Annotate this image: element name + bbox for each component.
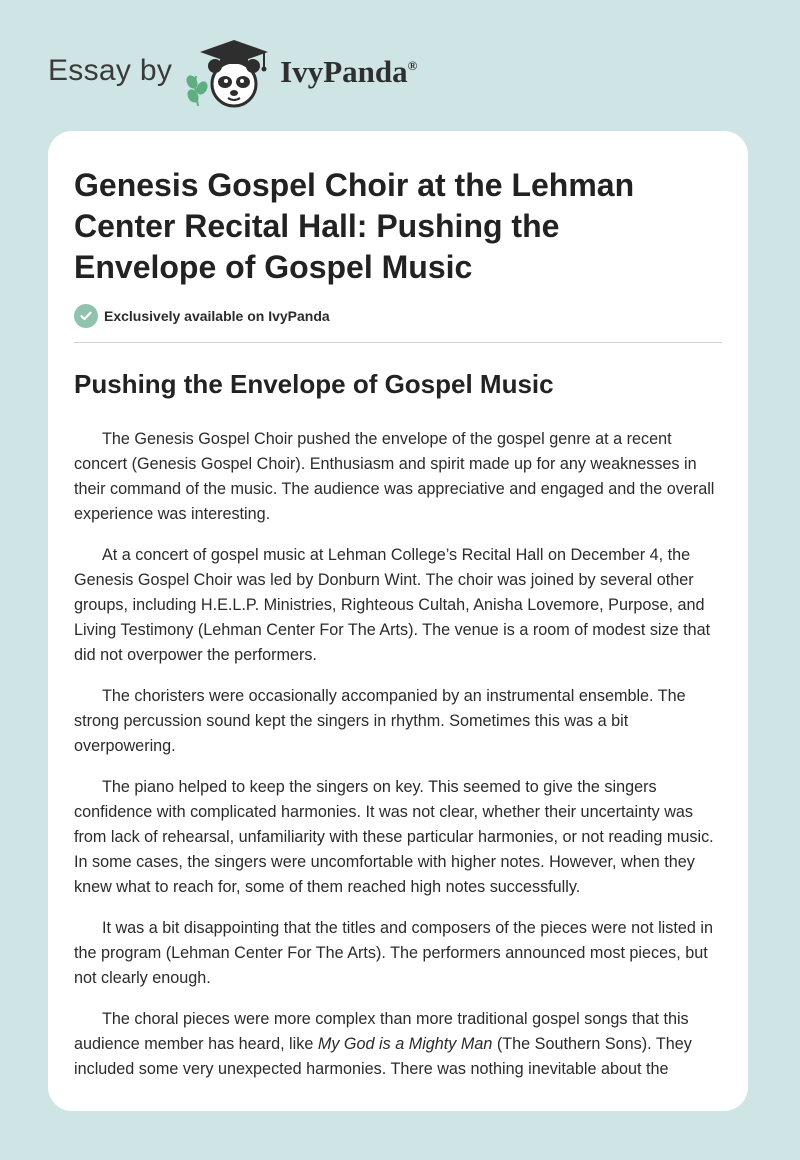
article-body [74, 427, 722, 1082]
paragraph: At a concert of gospel music at Lehman College’s Recital Hall on December 4, the Genesis Gospel Choir was led by Donburn Wint. The choir was joined by several other groups, including H.E.L.P. Ministries, Righteous Cultah, Anisha Lovemore, Purpose, and Living Testimony (Lehman Center For The Arts). The venue is a room of modest size that did not overpower the performers. [74, 546, 711, 664]
registered-mark: ® [407, 58, 418, 73]
divider [74, 342, 722, 343]
paragraph: The Genesis Gospel Choir pushed the envelope of the gospel genre at a recent concert (Genesis Gospel Choir). Enthusiasm and spirit made up for any weaknesses in their command of the music. The audience was appreciative and engaged and the overall experience was interesting. [74, 430, 715, 523]
brand-name: IvyPanda® [280, 54, 418, 89]
section-heading: Pushing the Envelope of Gospel Music [74, 369, 554, 399]
site-header[interactable] [48, 34, 417, 114]
paragraph: The choristers were occasionally accompanied by an instrumental ensemble. The strong percussion sound kept the singers in rhythm. Sometimes this was a bit overpowering. [74, 687, 686, 755]
song-title: My God is a Mighty Man [317, 1035, 493, 1053]
exclusive-badge-text: Exclusively available on IvyPanda [104, 308, 330, 324]
paragraph-text-end: (The Southern Sons). They included some very unexpected harmonies. There was nothing inevitable about the [74, 1035, 692, 1078]
article-title: Genesis Gospel Choir at the Lehman Center Recital Hall: Pushing the Envelope of Gospel Music [74, 167, 635, 285]
article-card [48, 131, 748, 1111]
brand-prefix: Essay by [48, 54, 173, 87]
panda-graduate-logo-icon [182, 36, 274, 112]
paragraph [74, 1007, 722, 1082]
paragraph: It was a bit disappointing that the titles and composers of the pieces were not listed in the program (Lehman Center For The Arts). The performers announced most pieces, but not clearly enough. [74, 919, 713, 987]
exclusive-badge [74, 304, 722, 328]
paragraph-text-start: The choral pieces were more complex than more traditional gospel songs that this audience member has heard, like [74, 1010, 689, 1053]
paragraph: The piano helped to keep the singers on key. This seemed to give the singers confidence with complicated harmonies. It was not clear, whether their uncertainty was from lack of rehearsal, unfamiliarity with these particular harmonies, or not reading music. In some cases, the singers were uncomfortable with higher notes. However, when they knew what to reach for, some of them reached high notes successfully. [74, 778, 714, 896]
check-circle-icon [74, 304, 98, 328]
